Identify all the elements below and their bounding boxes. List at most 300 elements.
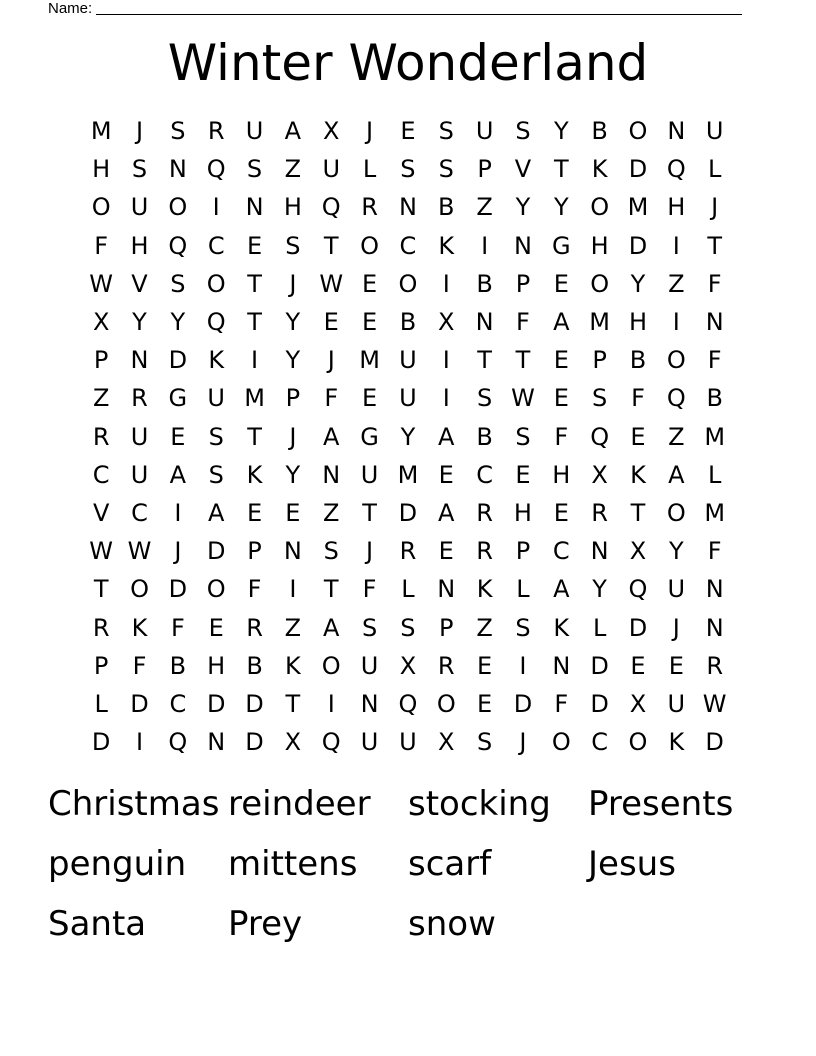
grid-letter[interactable]: Y bbox=[668, 537, 684, 566]
grid-letter[interactable]: F bbox=[132, 651, 147, 680]
grid-letter[interactable]: P bbox=[285, 384, 301, 413]
grid-letter[interactable]: E bbox=[170, 422, 186, 451]
grid-letter[interactable]: Q bbox=[206, 308, 226, 337]
grid-letter[interactable]: T bbox=[247, 308, 262, 337]
grid-letter[interactable]: S bbox=[476, 384, 493, 413]
grid-letter[interactable]: U bbox=[130, 422, 149, 451]
grid-letter[interactable]: U bbox=[360, 460, 379, 489]
grid-letter[interactable]: Z bbox=[92, 384, 110, 413]
grid-letter[interactable]: E bbox=[668, 651, 684, 680]
grid-letter[interactable]: U bbox=[667, 575, 686, 604]
grid-letter[interactable]: O bbox=[168, 193, 188, 222]
grid-letter[interactable]: T bbox=[707, 231, 722, 260]
grid-letter[interactable]: L bbox=[707, 460, 722, 489]
grid-letter[interactable]: Z bbox=[668, 422, 685, 451]
grid-letter[interactable]: G bbox=[360, 422, 379, 451]
grid-letter[interactable]: A bbox=[323, 422, 340, 451]
grid-letter[interactable]: O bbox=[628, 728, 648, 757]
grid-letter[interactable]: D bbox=[168, 346, 188, 375]
grid-letter[interactable]: S bbox=[400, 155, 416, 184]
grid-letter[interactable]: U bbox=[360, 728, 379, 757]
grid-letter[interactable]: H bbox=[552, 460, 571, 489]
grid-letter[interactable]: W bbox=[702, 689, 727, 718]
grid-letter[interactable]: P bbox=[515, 269, 531, 298]
grid-letter[interactable]: F bbox=[554, 422, 569, 451]
grid-letter[interactable]: C bbox=[476, 460, 493, 489]
grid-letter[interactable]: E bbox=[361, 308, 378, 337]
grid-letter[interactable]: D bbox=[206, 537, 226, 566]
grid-letter[interactable]: B bbox=[706, 384, 723, 413]
grid-letter[interactable]: T bbox=[285, 689, 301, 718]
grid-letter[interactable]: D bbox=[628, 231, 648, 260]
grid-letter[interactable]: N bbox=[398, 193, 417, 222]
grid-letter[interactable]: A bbox=[284, 117, 302, 146]
grid-letter[interactable]: Y bbox=[553, 117, 569, 146]
grid-letter[interactable]: I bbox=[174, 498, 182, 527]
grid-letter[interactable]: E bbox=[323, 308, 339, 337]
grid-letter[interactable]: N bbox=[437, 575, 456, 604]
grid-letter[interactable]: F bbox=[247, 575, 262, 604]
grid-letter[interactable]: F bbox=[631, 384, 645, 413]
grid-letter[interactable]: S bbox=[515, 613, 531, 642]
grid-letter[interactable]: Q bbox=[398, 689, 418, 718]
grid-letter[interactable]: U bbox=[245, 117, 264, 146]
grid-letter[interactable]: P bbox=[515, 537, 531, 566]
grid-letter[interactable]: T bbox=[93, 575, 109, 604]
grid-letter[interactable]: B bbox=[591, 117, 608, 146]
grid-letter[interactable]: N bbox=[245, 193, 264, 222]
grid-letter[interactable]: U bbox=[399, 728, 417, 757]
grid-letter[interactable]: K bbox=[285, 651, 301, 680]
grid-letter[interactable]: R bbox=[476, 537, 493, 566]
grid-letter[interactable]: Q bbox=[168, 728, 188, 757]
grid-letter[interactable]: N bbox=[705, 575, 724, 604]
grid-letter[interactable]: I bbox=[442, 346, 450, 375]
grid-letter[interactable]: X bbox=[399, 651, 417, 680]
grid-letter[interactable]: B bbox=[169, 651, 187, 680]
grid-letter[interactable]: R bbox=[92, 613, 110, 642]
grid-letter[interactable]: P bbox=[93, 651, 109, 680]
grid-letter[interactable]: K bbox=[208, 346, 225, 375]
grid-letter[interactable]: K bbox=[131, 613, 148, 642]
grid-letter[interactable]: L bbox=[707, 155, 722, 184]
grid-letter[interactable]: B bbox=[399, 308, 417, 337]
grid-letter[interactable]: O bbox=[666, 498, 686, 527]
grid-letter[interactable]: N bbox=[168, 155, 187, 184]
grid-letter[interactable]: H bbox=[207, 651, 226, 680]
grid-letter[interactable]: X bbox=[629, 689, 647, 718]
grid-letter[interactable]: P bbox=[247, 537, 262, 566]
grid-letter[interactable]: O bbox=[360, 231, 380, 260]
grid-letter[interactable]: S bbox=[246, 155, 263, 184]
grid-letter[interactable]: L bbox=[94, 689, 108, 718]
grid-letter[interactable]: Y bbox=[170, 308, 186, 337]
grid-letter[interactable]: P bbox=[477, 155, 492, 184]
grid-letter[interactable]: O bbox=[398, 269, 418, 298]
grid-letter[interactable]: F bbox=[324, 384, 339, 413]
grid-letter[interactable]: X bbox=[323, 117, 340, 146]
grid-letter[interactable]: M bbox=[704, 498, 726, 527]
grid-letter[interactable]: N bbox=[705, 613, 724, 642]
grid-letter[interactable]: Y bbox=[285, 308, 301, 337]
grid-letter[interactable]: U bbox=[705, 117, 724, 146]
grid-letter[interactable]: R bbox=[437, 651, 455, 680]
grid-letter[interactable]: E bbox=[630, 422, 646, 451]
grid-letter[interactable]: J bbox=[366, 537, 374, 566]
grid-letter[interactable]: C bbox=[591, 728, 609, 757]
grid-letter[interactable]: I bbox=[672, 308, 680, 337]
grid-letter[interactable]: S bbox=[438, 117, 454, 146]
grid-letter[interactable]: R bbox=[131, 384, 148, 413]
grid-letter[interactable]: U bbox=[130, 460, 149, 489]
grid-letter[interactable]: O bbox=[206, 575, 226, 604]
grid-letter[interactable]: Y bbox=[400, 422, 416, 451]
grid-letter[interactable]: O bbox=[436, 689, 456, 718]
grid-letter[interactable]: P bbox=[592, 346, 607, 375]
grid-letter[interactable]: R bbox=[399, 537, 417, 566]
grid-letter[interactable]: A bbox=[438, 422, 455, 451]
grid-letter[interactable]: B bbox=[438, 193, 455, 222]
grid-letter[interactable]: T bbox=[477, 346, 492, 375]
grid-letter[interactable]: I bbox=[212, 193, 220, 222]
grid-letter[interactable]: W bbox=[127, 537, 152, 566]
grid-letter[interactable]: D bbox=[91, 728, 111, 757]
grid-letter[interactable]: U bbox=[399, 346, 417, 375]
grid-letter[interactable]: E bbox=[246, 231, 263, 260]
grid-letter[interactable]: H bbox=[590, 231, 609, 260]
grid-letter[interactable]: D bbox=[398, 498, 418, 527]
grid-letter[interactable]: A bbox=[169, 460, 187, 489]
grid-letter[interactable]: J bbox=[135, 117, 144, 146]
grid-letter[interactable]: V bbox=[131, 269, 148, 298]
grid-letter[interactable]: I bbox=[251, 346, 259, 375]
grid-letter[interactable]: O bbox=[590, 193, 610, 222]
grid-letter[interactable]: Q bbox=[666, 384, 686, 413]
grid-letter[interactable]: D bbox=[705, 728, 724, 757]
grid-letter[interactable]: E bbox=[438, 537, 454, 566]
grid-letter[interactable]: T bbox=[323, 231, 339, 260]
grid-letter[interactable]: N bbox=[705, 308, 724, 337]
grid-letter[interactable]: K bbox=[668, 728, 685, 757]
grid-letter[interactable]: E bbox=[553, 346, 569, 375]
grid-letter[interactable]: R bbox=[92, 422, 110, 451]
grid-letter[interactable]: N bbox=[590, 537, 609, 566]
grid-letter[interactable]: E bbox=[438, 460, 454, 489]
grid-letter[interactable]: F bbox=[516, 308, 530, 337]
grid-letter[interactable]: D bbox=[245, 728, 264, 757]
grid-letter[interactable]: I bbox=[327, 689, 335, 718]
grid-letter[interactable]: S bbox=[438, 155, 454, 184]
grid-letter[interactable]: D bbox=[130, 689, 149, 718]
grid-letter[interactable]: E bbox=[400, 117, 416, 146]
grid-letter[interactable]: T bbox=[553, 155, 569, 184]
grid-letter[interactable]: U bbox=[360, 651, 379, 680]
grid-letter[interactable]: Y bbox=[285, 460, 301, 489]
grid-letter[interactable]: N bbox=[513, 231, 532, 260]
grid-letter[interactable]: E bbox=[477, 651, 493, 680]
grid-letter[interactable]: N bbox=[667, 117, 686, 146]
grid-letter[interactable]: D bbox=[590, 651, 609, 680]
grid-letter[interactable]: V bbox=[92, 498, 110, 527]
grid-letter[interactable]: C bbox=[92, 460, 110, 489]
grid-letter[interactable]: I bbox=[135, 728, 144, 757]
grid-letter[interactable]: Z bbox=[476, 193, 493, 222]
name-label: Name: bbox=[48, 0, 93, 17]
grid-letter[interactable]: I bbox=[672, 231, 680, 260]
grid-letter[interactable]: L bbox=[362, 155, 377, 184]
grid-letter[interactable]: R bbox=[207, 117, 225, 146]
grid-letter[interactable]: K bbox=[591, 155, 608, 184]
grid-row bbox=[82, 532, 734, 570]
grid-letter[interactable]: S bbox=[515, 422, 531, 451]
grid-letter[interactable]: U bbox=[475, 117, 494, 146]
grid-letter[interactable]: S bbox=[400, 613, 416, 642]
grid-letter[interactable]: E bbox=[477, 689, 493, 718]
grid-letter[interactable]: A bbox=[553, 575, 570, 604]
grid-letter[interactable]: S bbox=[361, 613, 378, 642]
grid-letter[interactable]: I bbox=[442, 269, 450, 298]
grid-letter[interactable]: Y bbox=[592, 575, 607, 604]
grid-letter[interactable]: O bbox=[321, 651, 341, 680]
grid-letter[interactable]: I bbox=[442, 384, 450, 413]
grid-letter[interactable]: X bbox=[438, 728, 455, 757]
grid-letter[interactable]: R bbox=[591, 498, 608, 527]
grid-letter[interactable]: X bbox=[629, 537, 647, 566]
grid-letter[interactable]: J bbox=[289, 269, 297, 298]
grid-letter[interactable]: T bbox=[362, 498, 377, 527]
grid-letter[interactable]: D bbox=[513, 689, 533, 718]
grid-letter[interactable]: F bbox=[707, 269, 722, 298]
grid-letter[interactable]: V bbox=[514, 155, 532, 184]
grid-letter[interactable]: K bbox=[246, 460, 263, 489]
grid-letter[interactable]: Y bbox=[515, 193, 531, 222]
grid-letter[interactable]: Z bbox=[476, 613, 493, 642]
grid-letter[interactable]: E bbox=[361, 269, 378, 298]
grid-letter[interactable]: C bbox=[131, 498, 148, 527]
grid-letter[interactable]: J bbox=[289, 422, 297, 451]
grid-letter[interactable]: U bbox=[130, 193, 149, 222]
grid-letter[interactable]: M bbox=[589, 308, 610, 337]
grid-letter[interactable]: Q bbox=[206, 155, 226, 184]
grid-letter[interactable]: S bbox=[208, 460, 224, 489]
grid-letter[interactable]: O bbox=[666, 346, 686, 375]
grid-row bbox=[82, 418, 734, 456]
grid-letter[interactable]: O bbox=[91, 193, 111, 222]
grid-letter[interactable]: B bbox=[629, 346, 647, 375]
grid-letter[interactable]: M bbox=[244, 384, 265, 413]
grid-letter[interactable]: A bbox=[207, 498, 225, 527]
grid-letter[interactable]: J bbox=[711, 193, 719, 222]
grid-letter[interactable]: R bbox=[706, 651, 724, 680]
grid-letter[interactable]: J bbox=[519, 728, 527, 757]
grid-letter[interactable]: K bbox=[553, 613, 570, 642]
grid-letter[interactable]: E bbox=[361, 384, 378, 413]
grid-letter[interactable]: M bbox=[90, 117, 112, 146]
grid-letter[interactable]: S bbox=[285, 231, 301, 260]
grid-letter[interactable]: S bbox=[131, 155, 148, 184]
word-list-item: scarf bbox=[408, 844, 492, 884]
grid-letter[interactable]: H bbox=[130, 231, 149, 260]
grid-letter[interactable]: N bbox=[130, 346, 149, 375]
grid-letter[interactable]: O bbox=[628, 117, 648, 146]
grid-letter[interactable]: T bbox=[630, 498, 646, 527]
grid-letter[interactable]: P bbox=[439, 613, 454, 642]
grid-letter[interactable]: T bbox=[323, 575, 339, 604]
grid-letter[interactable]: W bbox=[89, 269, 114, 298]
grid-letter[interactable]: T bbox=[247, 269, 262, 298]
grid-letter[interactable]: N bbox=[283, 537, 302, 566]
grid-letter[interactable]: D bbox=[590, 689, 609, 718]
grid-letter[interactable]: X bbox=[284, 728, 302, 757]
grid-letter[interactable]: A bbox=[323, 613, 340, 642]
grid-row bbox=[82, 456, 734, 494]
grid-letter[interactable]: B bbox=[476, 422, 493, 451]
grid-letter[interactable]: Y bbox=[285, 346, 301, 375]
grid-letter[interactable]: D bbox=[245, 689, 264, 718]
grid-letter[interactable]: Q bbox=[628, 575, 648, 604]
grid-row bbox=[82, 341, 734, 379]
grid-letter[interactable]: S bbox=[476, 728, 493, 757]
grid-letter[interactable]: J bbox=[366, 117, 374, 146]
grid-letter[interactable]: C bbox=[399, 231, 417, 260]
grid-letter[interactable]: I bbox=[519, 651, 527, 680]
grid-letter[interactable]: N bbox=[360, 689, 379, 718]
grid-letter[interactable]: Q bbox=[168, 231, 188, 260]
grid-letter[interactable]: B bbox=[246, 651, 263, 680]
grid-letter[interactable]: M bbox=[704, 422, 726, 451]
grid-letter[interactable]: H bbox=[283, 193, 302, 222]
name-line[interactable] bbox=[96, 0, 742, 15]
name-field[interactable] bbox=[48, 0, 742, 18]
grid-letter[interactable]: O bbox=[590, 269, 610, 298]
grid-letter[interactable]: C bbox=[552, 537, 570, 566]
grid-letter[interactable]: C bbox=[207, 231, 225, 260]
grid-letter[interactable]: L bbox=[401, 575, 415, 604]
grid-letter[interactable]: Z bbox=[668, 269, 685, 298]
word-search-grid bbox=[82, 112, 734, 761]
grid-letter[interactable]: W bbox=[89, 537, 114, 566]
grid-letter[interactable]: U bbox=[667, 689, 686, 718]
grid-letter[interactable]: P bbox=[93, 346, 109, 375]
grid-letter[interactable]: L bbox=[592, 613, 607, 642]
grid-letter[interactable]: Z bbox=[323, 498, 340, 527]
grid-letter[interactable]: J bbox=[327, 346, 335, 375]
grid-letter[interactable]: E bbox=[553, 384, 569, 413]
grid-letter[interactable]: N bbox=[552, 651, 571, 680]
grid-letter[interactable]: Z bbox=[284, 155, 302, 184]
word-list-item: stocking bbox=[408, 784, 551, 824]
grid-letter[interactable]: H bbox=[628, 308, 647, 337]
grid-letter[interactable]: O bbox=[551, 728, 571, 757]
grid-letter[interactable]: S bbox=[515, 117, 531, 146]
grid-letter[interactable]: U bbox=[322, 155, 341, 184]
grid-letter[interactable]: Y bbox=[132, 308, 147, 337]
grid-letter[interactable]: F bbox=[707, 346, 722, 375]
grid-letter[interactable]: Z bbox=[284, 613, 302, 642]
grid-letter[interactable]: A bbox=[668, 460, 685, 489]
grid-letter[interactable]: K bbox=[438, 231, 455, 260]
grid-letter[interactable]: F bbox=[94, 231, 109, 260]
grid-letter[interactable]: D bbox=[628, 155, 648, 184]
grid-letter[interactable]: S bbox=[592, 384, 608, 413]
grid-letter[interactable]: R bbox=[476, 498, 493, 527]
grid-letter[interactable]: E bbox=[515, 460, 531, 489]
grid-letter[interactable]: I bbox=[481, 231, 489, 260]
grid-letter[interactable]: N bbox=[475, 308, 494, 337]
grid-letter[interactable]: S bbox=[323, 537, 339, 566]
grid-letter[interactable]: R bbox=[361, 193, 378, 222]
grid-letter[interactable]: O bbox=[206, 269, 226, 298]
grid-letter[interactable]: J bbox=[174, 537, 182, 566]
grid-letter[interactable]: X bbox=[92, 308, 110, 337]
grid-letter[interactable]: Q bbox=[590, 422, 610, 451]
grid-letter[interactable]: W bbox=[511, 384, 535, 413]
grid-letter[interactable]: E bbox=[208, 613, 224, 642]
grid-letter[interactable]: U bbox=[399, 384, 417, 413]
grid-letter[interactable]: N bbox=[322, 460, 341, 489]
grid-letter[interactable]: O bbox=[130, 575, 149, 604]
grid-letter[interactable]: Y bbox=[630, 269, 646, 298]
grid-letter[interactable]: M bbox=[627, 193, 649, 222]
grid-letter[interactable]: L bbox=[516, 575, 530, 604]
grid-letter[interactable]: B bbox=[476, 269, 493, 298]
grid-letter[interactable]: F bbox=[554, 689, 569, 718]
grid-letter[interactable]: S bbox=[170, 269, 186, 298]
grid-letter[interactable]: E bbox=[246, 498, 263, 527]
grid-letter[interactable]: E bbox=[553, 269, 569, 298]
grid-letter[interactable]: D bbox=[168, 575, 188, 604]
grid-letter[interactable]: E bbox=[630, 651, 646, 680]
grid-letter[interactable]: R bbox=[246, 613, 263, 642]
grid-letter[interactable]: Q bbox=[666, 155, 686, 184]
grid-letter[interactable]: G bbox=[551, 231, 571, 260]
grid-letter[interactable]: D bbox=[206, 689, 226, 718]
grid-letter[interactable]: S bbox=[208, 422, 224, 451]
grid-letter[interactable]: M bbox=[397, 460, 419, 489]
grid-letter[interactable]: N bbox=[207, 728, 226, 757]
grid-letter[interactable]: U bbox=[207, 384, 225, 413]
grid-letter[interactable]: I bbox=[289, 575, 297, 604]
grid-letter[interactable]: Q bbox=[321, 193, 341, 222]
grid-letter[interactable]: H bbox=[513, 498, 532, 527]
grid-letter[interactable]: Q bbox=[321, 728, 341, 757]
grid-letter[interactable]: W bbox=[319, 269, 344, 298]
grid-letter[interactable]: X bbox=[591, 460, 608, 489]
grid-letter[interactable]: K bbox=[476, 575, 493, 604]
grid-letter[interactable]: H bbox=[667, 193, 686, 222]
grid-letter[interactable]: E bbox=[553, 498, 569, 527]
grid-letter[interactable]: M bbox=[359, 346, 380, 375]
grid-letter[interactable]: A bbox=[438, 498, 455, 527]
grid-letter[interactable]: J bbox=[672, 613, 680, 642]
page-title: Winter Wonderland bbox=[167, 34, 649, 92]
grid-letter[interactable]: E bbox=[285, 498, 301, 527]
grid-letter[interactable]: H bbox=[92, 155, 111, 184]
grid-letter[interactable]: Y bbox=[553, 193, 569, 222]
grid-letter[interactable]: K bbox=[630, 460, 646, 489]
grid-letter[interactable]: T bbox=[247, 422, 262, 451]
grid-letter[interactable]: D bbox=[628, 613, 648, 642]
grid-letter[interactable]: T bbox=[515, 346, 531, 375]
grid-letter[interactable]: A bbox=[553, 308, 570, 337]
grid-letter[interactable]: S bbox=[170, 117, 186, 146]
grid-letter[interactable]: F bbox=[362, 575, 377, 604]
grid-letter[interactable]: X bbox=[438, 308, 455, 337]
grid-letter[interactable]: G bbox=[168, 384, 188, 413]
grid-letter[interactable]: C bbox=[169, 689, 187, 718]
grid-letter[interactable]: F bbox=[170, 613, 185, 642]
grid-letter[interactable]: F bbox=[707, 537, 722, 566]
